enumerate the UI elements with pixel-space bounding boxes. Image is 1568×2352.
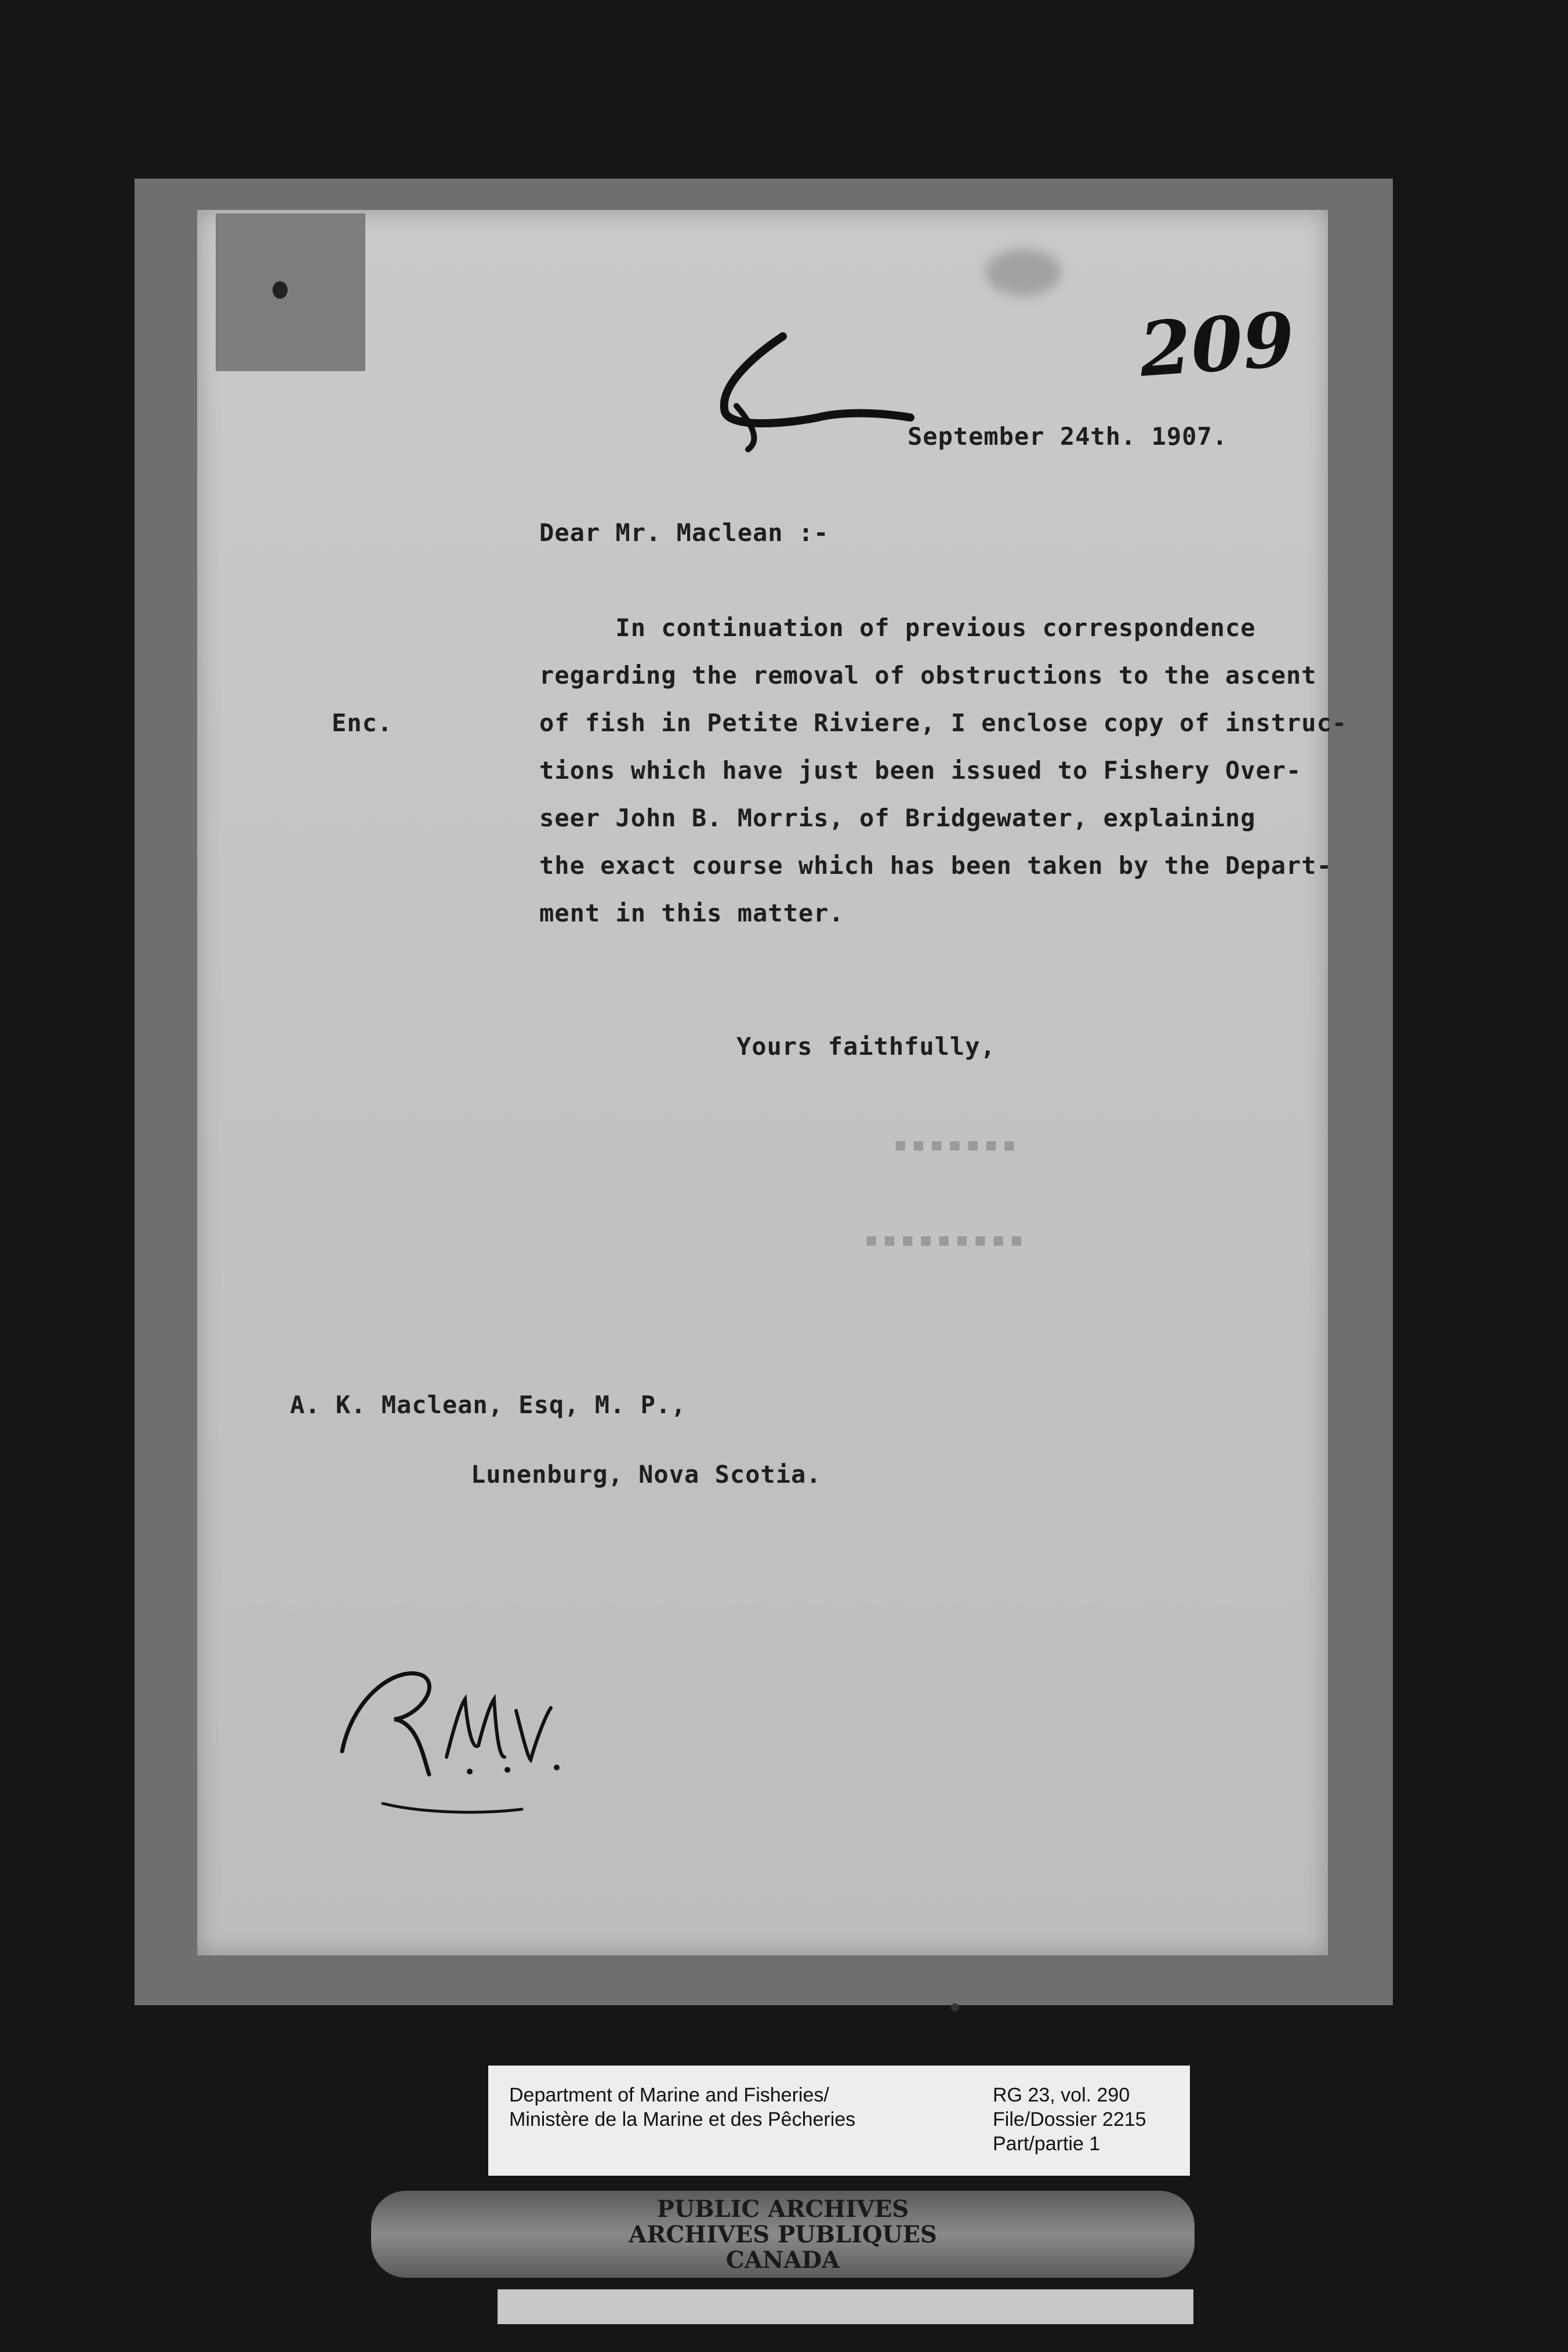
handwritten-initials	[331, 1641, 597, 1827]
body-line: In continuation of previous correspondence	[539, 614, 1256, 642]
paper-mark	[951, 2003, 959, 2012]
faint-signature-smudge: ▪▪▪▪▪▪▪	[893, 1130, 1021, 1158]
label-strip	[498, 2289, 1193, 2324]
pencil-mark	[702, 325, 922, 458]
letter-date: September 24th. 1907.	[908, 422, 1228, 451]
closing: Yours faithfully,	[736, 1032, 996, 1061]
recipient-address: Lunenburg, Nova Scotia.	[471, 1460, 822, 1489]
stamp-line-english: PUBLIC ARCHIVES	[656, 2195, 909, 2223]
punch-hole	[273, 281, 288, 299]
file-tab	[216, 213, 365, 371]
folio-number: 209	[1137, 296, 1298, 394]
faint-title-smudge: ▪▪▪▪▪▪▪▪▪	[864, 1225, 1028, 1253]
record-group: RG 23, vol. 290	[993, 2084, 1130, 2106]
body-line: regarding the removal of obstructions to the ascent	[539, 661, 1317, 689]
recipient-name: A. K. Maclean, Esq, M. P.,	[290, 1391, 687, 1419]
stamp-line-country: CANADA	[725, 2246, 840, 2274]
body-line: tions which have just been issued to Fishery Over-	[539, 756, 1302, 785]
archives-stamp	[371, 2191, 1195, 2278]
department-french: Ministère de la Marine et des Pêcheries	[509, 2108, 856, 2130]
salutation: Dear Mr. Maclean :-	[539, 518, 829, 547]
paper-stain	[986, 249, 1061, 296]
department-english: Department of Marine and Fisheries/	[509, 2084, 829, 2106]
stamp-line-french: ARCHIVES PUBLIQUES	[629, 2221, 937, 2248]
body-line: the exact course which has been taken by the Depart-	[539, 851, 1332, 880]
enclosure-note: Enc.	[332, 709, 393, 737]
file-number: File/Dossier 2215	[993, 2108, 1146, 2130]
body-line: ment in this matter.	[539, 899, 844, 927]
part-number: Part/partie 1	[993, 2133, 1101, 2155]
archive-label	[488, 2066, 1190, 2176]
body-line: seer John B. Morris, of Bridgewater, explaining	[539, 804, 1256, 832]
body-line: of fish in Petite Riviere, I enclose copy of instruc-	[539, 709, 1348, 737]
